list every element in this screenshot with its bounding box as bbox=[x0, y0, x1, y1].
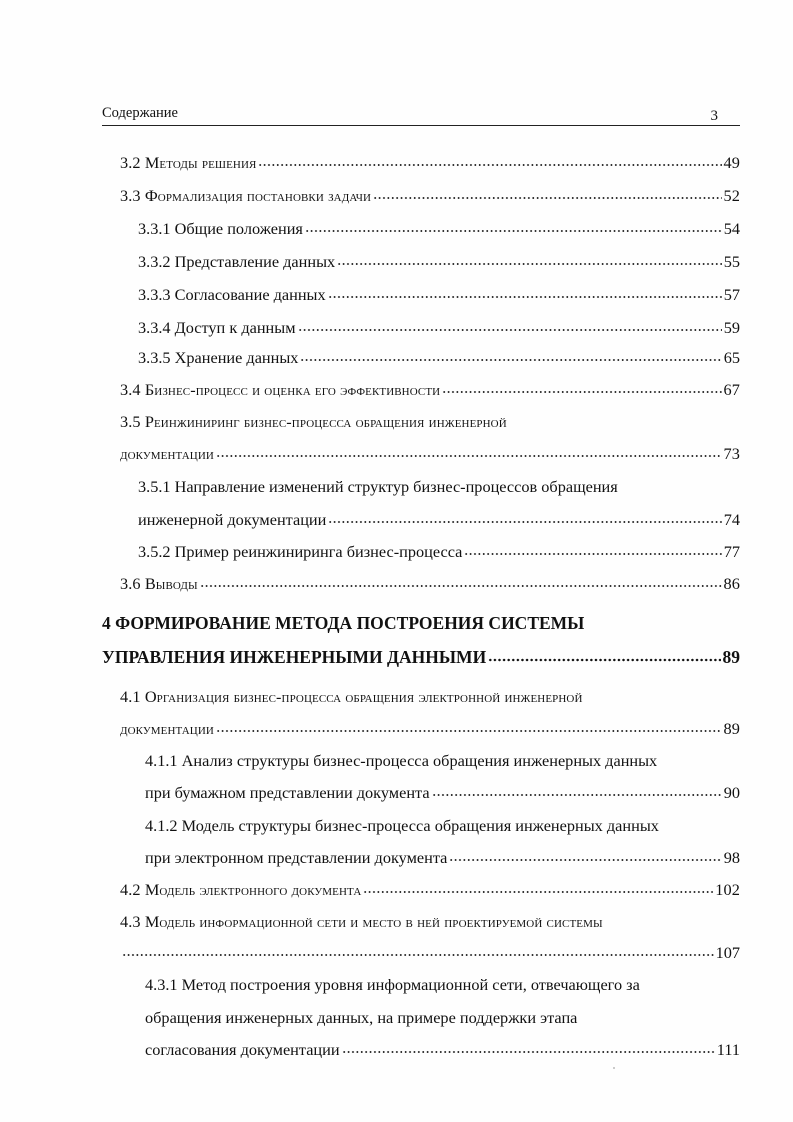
toc-entry-page: 90 bbox=[723, 783, 740, 802]
toc-entry-title: 4.1 Организация бизнес-процесса обращения электронной инженерной bbox=[120, 687, 583, 706]
dot-leader bbox=[464, 551, 721, 557]
toc-entry-title: 3.3.4 Доступ к данным bbox=[138, 318, 296, 337]
toc-entry-3-3-3[interactable] bbox=[138, 283, 740, 307]
toc-entry-title-continued: при бумажном представлении документа bbox=[145, 783, 430, 802]
header-title: Содержание bbox=[102, 105, 178, 121]
dot-leader bbox=[200, 583, 722, 589]
toc-entry-3-5-1-line2[interactable] bbox=[138, 508, 740, 532]
dot-leader bbox=[216, 728, 722, 734]
toc-entry-title: 3.6 Выводы bbox=[120, 574, 198, 593]
toc-entry-title: 4.3 Модель информационной сети и место в ней проектируемой системы bbox=[120, 912, 603, 931]
toc-entry-title-continued: обращения инженерных данных, на примере поддержки этапа bbox=[145, 1008, 578, 1027]
toc-entry-4-1-line2[interactable] bbox=[120, 717, 740, 741]
dot-leader bbox=[300, 357, 721, 363]
toc-entry-3-3-1[interactable] bbox=[138, 217, 740, 241]
toc-entry-4-1-2-line2[interactable] bbox=[145, 846, 740, 870]
toc-entry-title-continued: документации bbox=[120, 444, 214, 463]
dot-leader bbox=[342, 1049, 715, 1055]
toc-entry-3-5-1-line1[interactable] bbox=[138, 475, 618, 499]
toc-entry-page: 67 bbox=[723, 380, 740, 399]
toc-entry-page: 52 bbox=[723, 186, 740, 205]
toc-entry-title: 3.3.5 Хранение данных bbox=[138, 348, 299, 367]
toc-entry-3-6[interactable] bbox=[120, 572, 740, 596]
dot-leader bbox=[373, 195, 722, 201]
toc-entry-4-1-1-line2[interactable] bbox=[145, 781, 740, 805]
toc-entry-4-3-1-line3[interactable] bbox=[145, 1038, 740, 1062]
dot-leader bbox=[122, 952, 714, 958]
dot-leader bbox=[363, 889, 713, 895]
toc-entry-page: 102 bbox=[715, 880, 740, 899]
dot-leader bbox=[449, 857, 721, 863]
toc-entry-page: 55 bbox=[723, 252, 740, 271]
toc-entry-title-continued: согласования документации bbox=[145, 1040, 340, 1059]
toc-entry-title: 4.3.1 Метод построения уровня информационной сети, отвечающего за bbox=[145, 975, 640, 994]
toc-entry-4-1-1-line1[interactable] bbox=[145, 749, 657, 773]
dot-leader bbox=[305, 228, 722, 234]
toc-entry-title-continued: инженерной документации bbox=[138, 510, 327, 529]
toc-entry-title: 3.4 Бизнес-процесс и оценка его эффективности bbox=[120, 380, 441, 399]
toc-entry-3-2[interactable] bbox=[120, 151, 740, 175]
toc-chapter-4-line1[interactable] bbox=[102, 611, 584, 635]
toc-entry-title-continued: документации bbox=[120, 719, 214, 738]
toc-entry-3-3[interactable] bbox=[120, 184, 740, 208]
toc-entry-page: 57 bbox=[723, 285, 740, 304]
toc-chapter-title-continued: УПРАВЛЕНИЯ ИНЖЕНЕРНЫМИ ДАННЫМИ bbox=[102, 647, 487, 667]
toc-entry-title: 3.2 Методы решения bbox=[120, 153, 257, 172]
dot-leader bbox=[328, 294, 722, 300]
toc-entry-page: 77 bbox=[723, 542, 740, 561]
toc-entry-4-3-line1[interactable] bbox=[120, 910, 603, 934]
running-header bbox=[102, 105, 740, 126]
toc-entry-3-3-5[interactable] bbox=[138, 346, 740, 370]
toc-entry-3-3-2[interactable] bbox=[138, 250, 740, 274]
toc-entry-title: 3.5.1 Направление изменений структур бизнес-процессов обращения bbox=[138, 477, 618, 496]
dot-leader bbox=[328, 519, 721, 525]
dot-leader bbox=[442, 389, 721, 395]
toc-entry-title: 3.3 Формализация постановки задачи bbox=[120, 186, 371, 205]
toc-entry-4-1-2-line1[interactable] bbox=[145, 814, 659, 838]
toc-entry-4-1-line1[interactable] bbox=[120, 685, 583, 709]
toc-entry-3-5-2[interactable] bbox=[138, 540, 740, 564]
toc-entry-title-continued: при электронном представлении документа bbox=[145, 848, 448, 867]
toc-entry-title: 4.1.2 Модель структуры бизнес-процесса обращения инженерных данных bbox=[145, 816, 659, 835]
toc-entry-page: 98 bbox=[723, 848, 740, 867]
toc-chapter-title: 4 ФОРМИРОВАНИЕ МЕТОДА ПОСТРОЕНИЯ СИСТЕМЫ bbox=[102, 613, 585, 633]
toc-entry-4-2[interactable] bbox=[120, 878, 740, 902]
toc-entry-title: 4.2 Модель электронного документа bbox=[120, 880, 362, 899]
toc-chapter-4-line2[interactable] bbox=[102, 645, 740, 669]
toc-entry-page: 54 bbox=[723, 219, 740, 238]
dot-leader bbox=[298, 327, 722, 333]
toc-entry-title: 3.3.2 Представление данных bbox=[138, 252, 336, 271]
toc-entry-title: 3.5.2 Пример реинжиниринга бизнес-процесса bbox=[138, 542, 463, 561]
toc-chapter-page: 89 bbox=[722, 647, 740, 667]
toc-entry-page: 74 bbox=[723, 510, 740, 529]
dot-leader bbox=[258, 162, 721, 168]
toc-entry-title: 4.1.1 Анализ структуры бизнес-процесса обращения инженерных данных bbox=[145, 751, 658, 770]
toc-entry-title: 3.3.1 Общие положения bbox=[138, 219, 303, 238]
toc-entry-4-3-1-line1[interactable] bbox=[145, 973, 640, 997]
toc-entry-page: 59 bbox=[723, 318, 740, 337]
toc-entry-page: 111 bbox=[716, 1040, 740, 1059]
toc-entry-3-4[interactable] bbox=[120, 378, 740, 402]
scan-speck bbox=[613, 1067, 615, 1069]
toc-entry-title: 3.3.3 Согласование данных bbox=[138, 285, 326, 304]
toc-entry-page: 89 bbox=[723, 719, 740, 738]
dot-leader bbox=[216, 453, 722, 459]
toc-entry-page: 86 bbox=[723, 574, 740, 593]
toc-entry-3-5-line1[interactable] bbox=[120, 410, 507, 434]
dot-leader bbox=[432, 792, 722, 798]
toc-entry-title: 3.5 Реинжиниринг бизнес-процесса обращения инженерной bbox=[120, 412, 507, 431]
dot-leader bbox=[337, 261, 722, 267]
toc-entry-4-3-line2[interactable] bbox=[120, 941, 740, 965]
dot-leader bbox=[488, 657, 720, 663]
toc-entry-page: 73 bbox=[723, 444, 740, 463]
toc-entry-page: 49 bbox=[723, 153, 740, 172]
toc-entry-page: 107 bbox=[715, 943, 740, 962]
header-page-number: 3 bbox=[710, 108, 718, 124]
toc-entry-page: 65 bbox=[723, 348, 740, 367]
toc-entry-4-3-1-line2[interactable] bbox=[145, 1006, 577, 1030]
toc-entry-3-5-line2[interactable] bbox=[120, 442, 740, 466]
toc-entry-3-3-4[interactable] bbox=[138, 316, 740, 340]
